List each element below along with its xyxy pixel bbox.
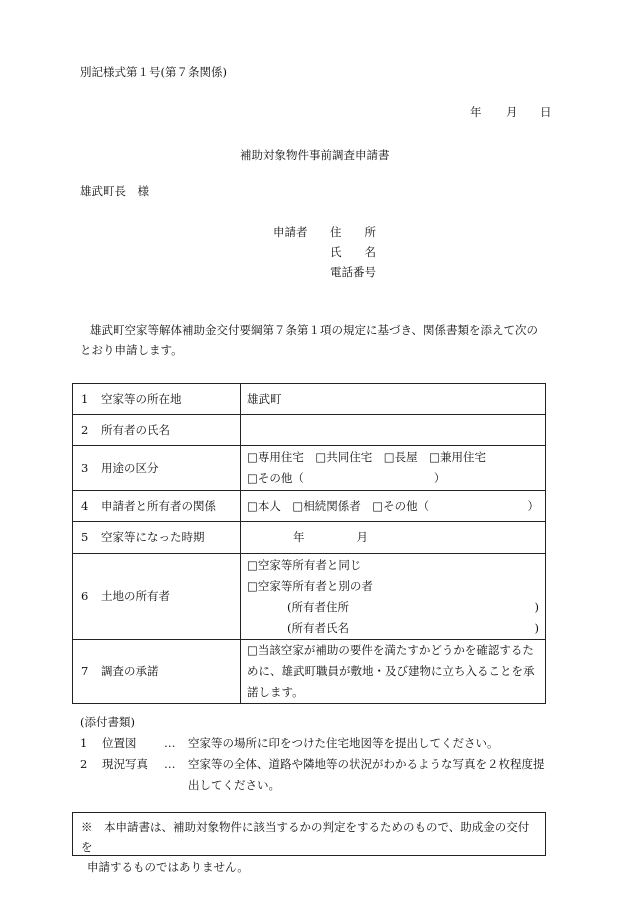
row-label-text: 申請者と所有者の関係 — [101, 498, 216, 513]
application-table — [72, 383, 546, 704]
attachment-title: 位置図 — [102, 736, 137, 750]
addressee: 雄武町長 様 — [80, 184, 149, 198]
row-label — [73, 415, 241, 446]
land-owner-name-label: (所有者氏名 — [287, 620, 349, 635]
row-number: 3 — [81, 460, 89, 475]
row-label-text: 空家等になった時期 — [101, 530, 205, 544]
land-owner-name-line[interactable] — [247, 618, 539, 639]
relationship-options[interactable]: □本人 □相続関係者 □その他（ — [247, 498, 430, 513]
table-row — [73, 522, 546, 554]
document-title: 補助対象物件事前調査申請書 — [240, 148, 390, 162]
land-owner-address-label: (所有者住所 — [287, 599, 349, 614]
applicant-address-label: 住 所 — [330, 225, 376, 239]
table-row — [73, 415, 546, 446]
vacancy-month-label: 月 — [356, 530, 368, 544]
land-owner-field[interactable] — [241, 554, 546, 640]
attachment-item-2 — [80, 754, 545, 775]
table-row — [73, 640, 546, 704]
land-owner-other-option[interactable]: □空家等所有者と別の者 — [247, 578, 373, 593]
attachment-number: 1 — [80, 736, 88, 750]
property-location-value: 雄武町 — [247, 391, 282, 406]
relationship-other-close: ） — [527, 498, 539, 513]
row-label — [73, 446, 241, 491]
land-owner-address-line[interactable] — [247, 597, 539, 618]
inspection-consent-field[interactable] — [241, 640, 546, 704]
table-row — [73, 554, 546, 640]
row-label-text: 土地の所有者 — [101, 589, 170, 603]
consent-text-line3: 諾します。 — [247, 685, 304, 699]
row-label — [73, 384, 241, 415]
date-year-label: 年 — [470, 105, 482, 119]
row-label — [73, 522, 241, 554]
date-month-label: 月 — [506, 105, 518, 119]
attachments-heading: (添付書類) — [80, 715, 135, 729]
row-label-text: 空家等の所在地 — [101, 391, 182, 406]
attachment-title: 現況写真 — [102, 757, 148, 771]
row-label — [73, 640, 241, 704]
owner-name-field[interactable] — [241, 415, 546, 446]
usage-options-line2[interactable] — [247, 468, 539, 489]
note-box — [72, 812, 546, 874]
table-row — [73, 384, 546, 415]
attachment-item-1 — [80, 733, 499, 754]
consent-text-line2: めに、雄武町職員が敷地・及び建物に立ち入ることを承 — [247, 664, 535, 678]
land-owner-name-close: ) — [534, 620, 539, 635]
row-number: 2 — [81, 422, 89, 437]
applicant-name-label: 氏 名 — [330, 245, 376, 259]
row-label-text: 用途の区分 — [101, 460, 159, 475]
land-owner-same-option[interactable]: □空家等所有者と同じ — [247, 557, 362, 572]
usage-type-field[interactable] — [241, 446, 546, 491]
row-number: 4 — [81, 498, 89, 513]
row-number: 5 — [81, 530, 89, 544]
intro-text-line2: とおり申請します。 — [80, 343, 183, 357]
attachment-number: 2 — [80, 757, 88, 771]
land-owner-address-close: ) — [534, 599, 539, 614]
note-line1: ※ 本申請書は、補助対象物件に該当するかの判定をするためのもので、助成金の交付を — [81, 820, 530, 854]
table-row — [73, 491, 546, 522]
usage-other-option[interactable]: □その他（ — [247, 471, 304, 485]
attachment-text: 空家等の場所に印をつけた住宅地図等を提出してください。 — [188, 736, 499, 750]
row-label-text: 調査の承諾 — [101, 664, 159, 678]
row-label — [73, 491, 241, 522]
row-number: 6 — [81, 589, 89, 603]
usage-options-line1[interactable]: □専用住宅 □共同住宅 □長屋 □兼用住宅 — [247, 450, 486, 464]
attachment-dots: … — [164, 757, 176, 771]
applicant-phone-label: 電話番号 — [330, 265, 376, 279]
table-row — [73, 446, 546, 491]
attachment-dots: … — [164, 736, 176, 750]
property-location-field[interactable] — [241, 384, 546, 415]
date-day-label: 日 — [540, 105, 552, 119]
consent-text-line1[interactable]: □当該空家が補助の要件を満たすかどうかを確認するた — [247, 643, 534, 657]
row-number: 1 — [81, 391, 89, 406]
vacancy-date-field[interactable] — [241, 522, 546, 554]
attachment-text: 空家等の全体、道路や隣地等の状況がわかるような写真を２枚程度提 — [188, 757, 545, 771]
row-label-text: 所有者の氏名 — [101, 422, 170, 437]
note-line2: 申請するものではありません。 — [87, 860, 249, 874]
row-label — [73, 554, 241, 640]
relationship-field[interactable] — [241, 491, 546, 522]
vacancy-year-label: 年 — [293, 530, 305, 544]
attachment-item-2-continued: 出してください。 — [188, 778, 280, 792]
usage-other-close: ） — [433, 471, 446, 485]
row-number: 7 — [81, 664, 89, 678]
intro-text-line1: 雄武町空家等解体補助金交付要綱第７条第１項の規定に基づき、関係書類を添えて次の — [90, 323, 539, 337]
applicant-label: 申請者 — [273, 225, 308, 239]
form-number: 別記様式第１号(第７条関係) — [80, 65, 227, 79]
